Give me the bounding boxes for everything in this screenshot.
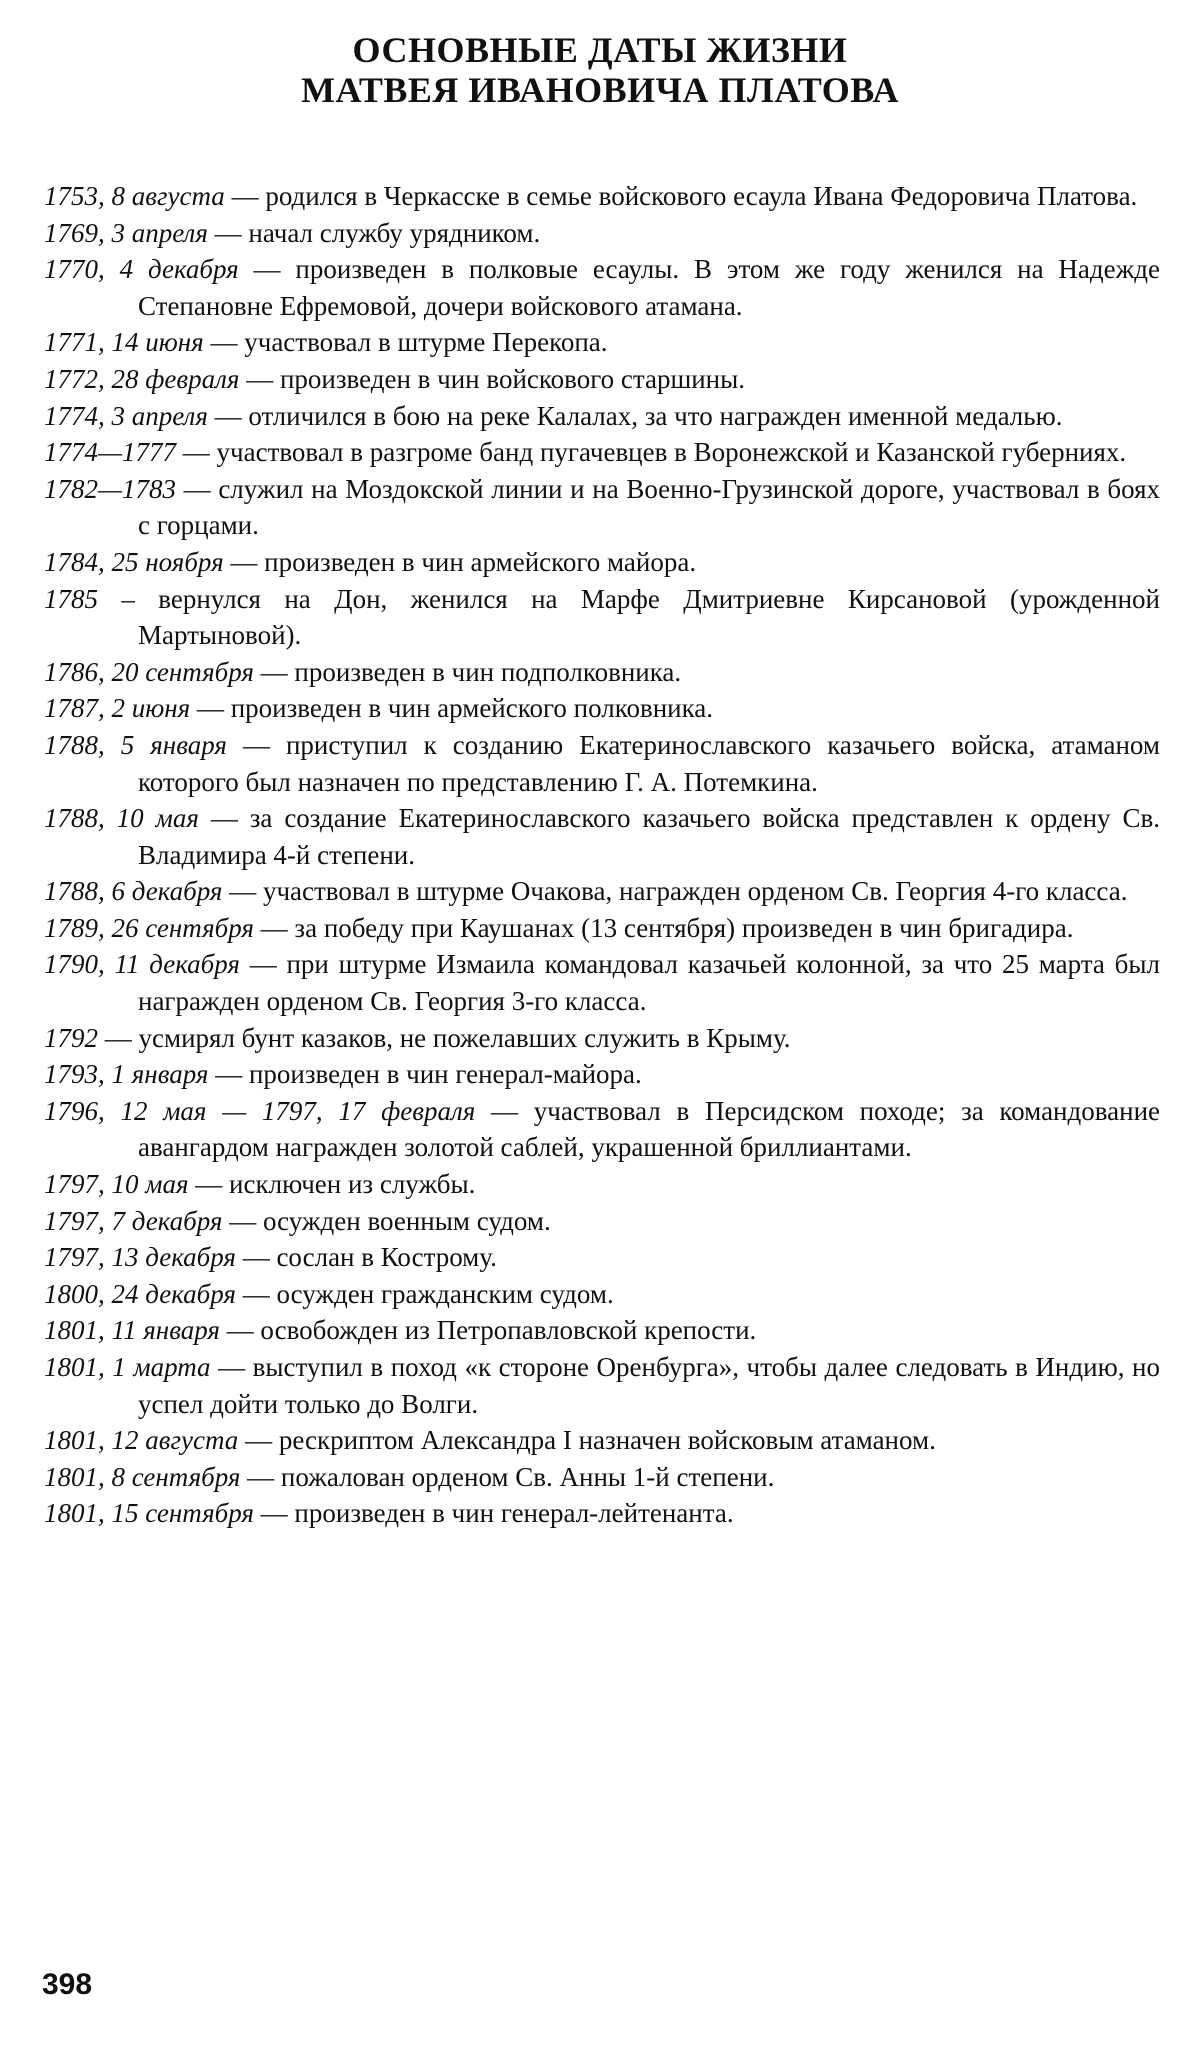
entry-text: произведен в чин подполковника. (294, 656, 682, 687)
chronology-entry (44, 1166, 1160, 1203)
entry-dash: — (238, 254, 296, 285)
entry-dash: — (239, 363, 280, 394)
entry-text: родился в Черкасске в семье войскового есаула Ивана Федоровича Платова. (265, 181, 1138, 211)
chronology-entry (44, 251, 1160, 324)
entry-text: участвовал в штурме Перекопа. (244, 327, 608, 358)
chronology-entry (44, 1349, 1160, 1422)
entry-date: 1792 (44, 1022, 98, 1053)
entry-date: 1789, 26 сентября (44, 912, 254, 943)
chronology-entry (44, 324, 1160, 361)
chronology-entry (44, 1422, 1160, 1459)
entry-date: 1793, 1 января (44, 1059, 209, 1090)
entry-date: 1797, 13 декабря (44, 1242, 236, 1273)
entry-dash: — (198, 803, 250, 834)
entry-dash: — (226, 729, 286, 760)
entry-text: произведен в чин войскового старшины. (279, 363, 746, 394)
entry-date: 1790, 11 декабря (44, 949, 240, 980)
entry-date: 1769, 3 апреля (44, 217, 208, 248)
entry-dash: — (188, 1169, 230, 1200)
entry-date: 1801, 15 сентября (44, 1498, 254, 1529)
chronology-entry (44, 398, 1160, 435)
entry-text: усмирял бунт казаков, не пожелавших служить в Крыму. (138, 1022, 791, 1053)
chronology-entry (44, 178, 1160, 215)
chronology-entry (44, 1495, 1160, 1532)
entry-date: 1797, 7 декабря (44, 1205, 223, 1236)
chronology-entry (44, 434, 1160, 471)
chronology-entry (44, 727, 1160, 800)
entry-text: исключен из службы. (229, 1169, 476, 1200)
entry-dash: — (203, 327, 245, 358)
chronology-entry (44, 873, 1160, 910)
chronology-entry (44, 471, 1160, 544)
entry-date: 1797, 10 мая (44, 1169, 189, 1200)
entry-dash: — (210, 1352, 253, 1382)
entry-text: служил на Моздокской линии и на Военно-Грузинской дороге, участвовал в боях с горцами. (138, 473, 1160, 541)
entry-text: пожалован орденом Св. Анны 1-й степени. (280, 1461, 775, 1492)
entry-text: произведен в чин армейского майора. (264, 546, 697, 577)
entry-text: произведен в чин генерал-лейтенанта. (294, 1498, 734, 1529)
entry-dash: — (208, 1059, 249, 1090)
chronology-entry (44, 654, 1160, 691)
entry-dash: — (176, 473, 219, 504)
chronology-entry (44, 946, 1160, 1019)
entry-text: начал службу урядником. (248, 217, 541, 248)
entry-date: 1770, 4 декабря (44, 254, 239, 285)
chronology-entry (44, 1276, 1160, 1313)
entry-date: 1771, 14 июня (44, 327, 204, 358)
chronology-entry (44, 690, 1160, 727)
entry-dash: — (235, 1278, 277, 1309)
title-line-2: МАТВЕЯ ИВАНОВИЧА ПЛАТОВА (301, 70, 899, 110)
entry-dash: — (207, 400, 249, 431)
entry-dash: — (240, 1461, 281, 1492)
chronology-entry (44, 800, 1160, 873)
entry-date: 1782—1783 (44, 473, 177, 504)
entry-text: при штурме Измаила командовал казачьей колонной, за что 25 марта был награжден орденом Св. Георгия 3-го класса. (138, 949, 1161, 1017)
entry-text: участвовал в разгроме банд пугачевцев в Воронежской и Казанской губерниях. (216, 437, 1127, 468)
entry-dash: — (207, 217, 249, 248)
chronology-entry (44, 1056, 1160, 1093)
entry-dash: — (223, 546, 265, 577)
chronology-entry (44, 1203, 1160, 1240)
entry-date: 1772, 28 февраля (44, 363, 240, 394)
entry-text: произведен в чин генерал-майора. (248, 1059, 642, 1090)
chronology-entry (44, 215, 1160, 252)
entry-dash: — (253, 1498, 295, 1529)
entry-date: 1785 (44, 583, 98, 614)
entry-text: выступил в поход «к стороне Оренбурга», чтобы далее следовать в Индию, но успел дойти только до Волги. (138, 1352, 1160, 1419)
entry-dash: — (239, 949, 287, 980)
chronology-entry (44, 1020, 1160, 1057)
entry-date: 1784, 25 ноября (44, 546, 224, 577)
chronology-entry (44, 581, 1160, 654)
chronology-entry (44, 1093, 1160, 1166)
entry-text: рескриптом Александра I назначен войсковым атаманом. (278, 1425, 936, 1456)
entry-date: 1801, 12 августа (44, 1425, 239, 1456)
entry-dash: — (224, 181, 266, 211)
entry-text: произведен в чин армейского полковника. (230, 693, 714, 724)
entry-text: приступил к созданию Екатеринославского казачьего войска, атаманом которого был назначен по представлению Г. А. Потемкина. (138, 729, 1160, 797)
chronology-list (44, 178, 1160, 1532)
entry-text: за победу при Каушанах (13 сентября) произведен в чин бригадира. (294, 912, 1074, 943)
entry-dash: — (190, 693, 231, 724)
entry-text: освобожден из Петропавловской крепости. (260, 1315, 757, 1346)
entry-text: осужден военным судом. (262, 1205, 551, 1236)
entry-text: участвовал в штурме Очакова, награжден орденом Св. Георгия 4-го класса. (262, 876, 1128, 907)
page-number: 398 (42, 1968, 93, 2001)
chronology-entry (44, 910, 1160, 947)
entry-dash: — (235, 1242, 277, 1273)
entry-text: отличился в бою на реке Калалах, за что награжден именной медалью. (248, 400, 1063, 431)
entry-dash: — (222, 1205, 263, 1236)
title-line-1: ОСНОВНЫЕ ДАТЫ ЖИЗНИ (352, 30, 848, 70)
entry-date: 1796, 12 мая — 1797, 17 февраля (44, 1095, 476, 1126)
entry-date: 1800, 24 декабря (44, 1278, 236, 1309)
entry-date: 1774, 3 апреля (44, 400, 208, 431)
entry-date: 1788, 5 января (44, 729, 227, 760)
chronology-entry (44, 361, 1160, 398)
entry-date: 1788, 10 мая (44, 803, 199, 834)
page-title (0, 30, 1200, 110)
entry-text: вернулся на Дон, женился на Марфе Дмитриевне Кирсановой (урожденной Мартыновой). (138, 583, 1160, 651)
entry-text: за создание Екатеринославского казачьего войска представлен к ордену Св. Владимира 4-й степени. (138, 803, 1160, 870)
entry-text: осужден гражданским судом. (276, 1278, 614, 1309)
chronology-entry (44, 1312, 1160, 1349)
entry-dash: — (219, 1315, 261, 1346)
entry-dash: — (253, 912, 295, 943)
entry-date: 1786, 20 сентября (44, 656, 254, 687)
entry-dash: – (98, 583, 159, 614)
chronology-entry (44, 1459, 1160, 1496)
entry-dash: — (176, 437, 217, 468)
entry-text: сослан в Кострому. (276, 1242, 497, 1273)
entry-dash: — (238, 1425, 279, 1456)
entry-dash: — (475, 1095, 534, 1126)
entry-text: произведен в полковые есаулы. В этом же году женился на Надежде Степановне Ефремовой, дочери войскового атамана. (138, 254, 1161, 321)
chronology-entry (44, 544, 1160, 581)
entry-date: 1801, 11 января (44, 1315, 220, 1346)
entry-date: 1787, 2 июня (44, 693, 191, 724)
entry-date: 1774—1777 (44, 437, 177, 468)
entry-dash: — (222, 876, 263, 907)
entry-date: 1801, 1 марта (44, 1352, 211, 1382)
entry-dash: — (98, 1022, 139, 1053)
entry-text: участвовал в Персидском походе; за командование авангардом награжден золотой саблей, украшенной бриллиантами. (138, 1095, 1160, 1163)
entry-date: 1788, 6 декабря (44, 876, 223, 907)
chronology-entry (44, 1239, 1160, 1276)
entry-date: 1801, 8 сентября (44, 1461, 241, 1492)
entry-date: 1753, 8 августа (44, 181, 225, 211)
entry-dash: — (253, 656, 295, 687)
